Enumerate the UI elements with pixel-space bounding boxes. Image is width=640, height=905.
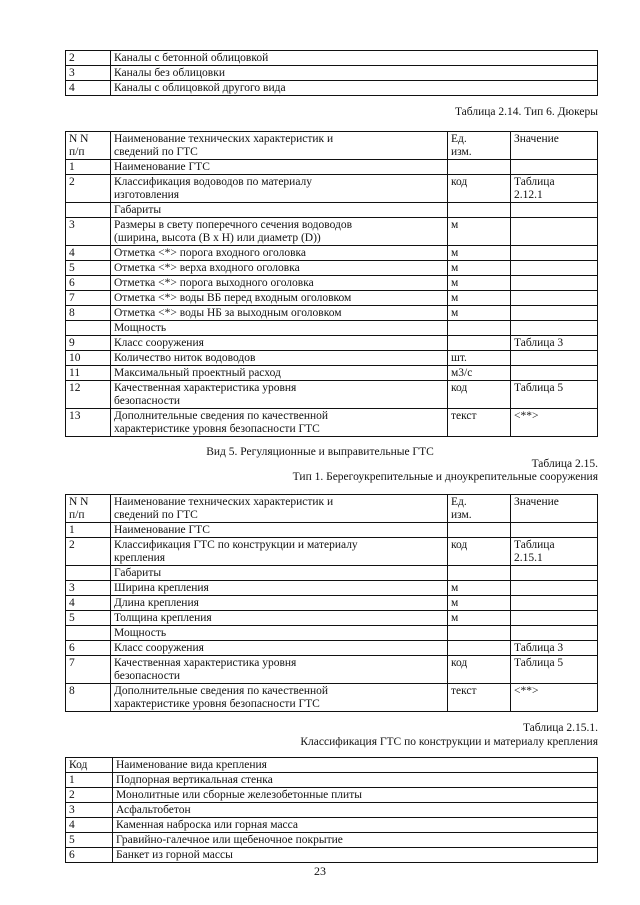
table-row bbox=[66, 203, 598, 218]
row-code-cell: 2 bbox=[66, 788, 113, 803]
table-row bbox=[66, 351, 598, 366]
row-value-cell: Таблица 2.15.1 bbox=[511, 538, 598, 566]
row-name-cell: Толщина крепления bbox=[111, 611, 448, 626]
row-name-cell: Дополнительные сведения по качественной характеристике уровня безопасности ГТС bbox=[111, 409, 448, 437]
caption-table-2-15-1: Таблица 2.15.1. bbox=[522, 722, 598, 734]
row-number-cell: 3 bbox=[66, 581, 111, 596]
table-row bbox=[66, 306, 598, 321]
row-unit-cell bbox=[448, 203, 511, 218]
row-value-cell: Таблица 5 bbox=[511, 656, 598, 684]
row-value-cell bbox=[511, 276, 598, 291]
table-row bbox=[66, 523, 598, 538]
row-number-cell: 6 bbox=[66, 276, 111, 291]
table-row bbox=[66, 818, 598, 833]
row-number-cell: 4 bbox=[66, 81, 111, 96]
row-code-cell: 1 bbox=[66, 773, 113, 788]
row-number-cell: 4 bbox=[66, 596, 111, 611]
table-row bbox=[66, 81, 598, 96]
row-unit-cell: текст bbox=[448, 409, 511, 437]
row-name-cell: Ширина крепления bbox=[111, 581, 448, 596]
row-name-cell: Классификация ГТС по конструкции и материалу крепления bbox=[111, 538, 448, 566]
row-unit-cell: м bbox=[448, 246, 511, 261]
row-unit-cell: текст bbox=[448, 684, 511, 712]
header-name-cell: Наименование вида крепления bbox=[113, 758, 598, 773]
row-value-cell bbox=[511, 366, 598, 381]
row-number-cell: 8 bbox=[66, 684, 111, 712]
row-value-cell: Таблица 5 bbox=[511, 381, 598, 409]
table-row bbox=[66, 596, 598, 611]
row-number-cell: 1 bbox=[66, 160, 111, 175]
row-number-cell bbox=[66, 566, 111, 581]
page-number: 23 bbox=[314, 864, 326, 878]
row-value-cell bbox=[511, 261, 598, 276]
row-value-cell bbox=[511, 581, 598, 596]
row-unit-cell bbox=[448, 523, 511, 538]
row-value-cell: <**> bbox=[511, 684, 598, 712]
row-name-cell: Наименование ГТС bbox=[111, 523, 448, 538]
row-name-cell: Количество ниток водоводов bbox=[111, 351, 448, 366]
table-2-15-bank-protection bbox=[65, 494, 598, 712]
table-row bbox=[66, 641, 598, 656]
caption-table-2-15: Таблица 2.15. bbox=[531, 458, 598, 470]
row-unit-cell: код bbox=[448, 381, 511, 409]
row-number-cell bbox=[66, 321, 111, 336]
row-number-cell: 11 bbox=[66, 366, 111, 381]
table-row bbox=[66, 538, 598, 566]
row-number-cell: 8 bbox=[66, 306, 111, 321]
row-number-cell: 2 bbox=[66, 175, 111, 203]
header-number-cell: N N п/п bbox=[66, 132, 111, 160]
row-value-cell bbox=[511, 566, 598, 581]
row-value-cell: Таблица 2.12.1 bbox=[511, 175, 598, 203]
table-row bbox=[66, 321, 598, 336]
row-name-cell: Гравийно-галечное или щебеночное покрытие bbox=[113, 833, 598, 848]
row-unit-cell: м bbox=[448, 218, 511, 246]
row-value-cell bbox=[511, 351, 598, 366]
row-unit-cell: м bbox=[448, 611, 511, 626]
row-name-cell: Подпорная вертикальная стенка bbox=[113, 773, 598, 788]
table-row bbox=[66, 611, 598, 626]
table-row bbox=[66, 848, 598, 863]
row-name-cell: Отметка <*> верха входного оголовка bbox=[111, 261, 448, 276]
row-name-cell: Отметка <*> порога входного оголовка bbox=[111, 246, 448, 261]
row-unit-cell bbox=[448, 160, 511, 175]
row-name-cell: Качественная характеристика уровня безопасности bbox=[111, 381, 448, 409]
table-row bbox=[66, 581, 598, 596]
row-value-cell bbox=[511, 291, 598, 306]
row-name-cell: Банкет из горной массы bbox=[113, 848, 598, 863]
row-name-cell: Качественная характеристика уровня безопасности bbox=[111, 656, 448, 684]
row-number-cell: 6 bbox=[66, 641, 111, 656]
row-name-cell: Каменная наброска или горная масса bbox=[113, 818, 598, 833]
row-unit-cell: м bbox=[448, 276, 511, 291]
row-name-cell: Длина крепления bbox=[111, 596, 448, 611]
row-unit-cell: м3/с bbox=[448, 366, 511, 381]
caption-table-2-14: Таблица 2.14. Тип 6. Дюкеры bbox=[454, 106, 598, 118]
row-number-cell: 13 bbox=[66, 409, 111, 437]
row-number-cell: 5 bbox=[66, 261, 111, 276]
row-number-cell: 2 bbox=[66, 538, 111, 566]
row-unit-cell: м bbox=[448, 596, 511, 611]
table-row bbox=[66, 684, 598, 712]
row-text-cell: Каналы с бетонной облицовкой bbox=[111, 51, 598, 66]
row-number-cell: 7 bbox=[66, 656, 111, 684]
row-code-cell: 6 bbox=[66, 848, 113, 863]
caption-table-2-15-type: Тип 1. Берегоукрепительные и дноукрепительные сооружения bbox=[292, 471, 598, 483]
row-unit-cell: шт. bbox=[448, 351, 511, 366]
table-row bbox=[66, 366, 598, 381]
row-name-cell: Наименование ГТС bbox=[111, 160, 448, 175]
table-row bbox=[66, 160, 598, 175]
row-number-cell bbox=[66, 203, 111, 218]
row-value-cell bbox=[511, 203, 598, 218]
row-name-cell: Габариты bbox=[111, 566, 448, 581]
table-row bbox=[66, 246, 598, 261]
table-row bbox=[66, 261, 598, 276]
row-name-cell: Мощность bbox=[111, 321, 448, 336]
row-unit-cell bbox=[448, 626, 511, 641]
row-code-cell: 3 bbox=[66, 803, 113, 818]
row-text-cell: Каналы без облицовки bbox=[111, 66, 598, 81]
header-value-cell: Значение bbox=[511, 132, 598, 160]
row-number-cell: 9 bbox=[66, 336, 111, 351]
row-value-cell bbox=[511, 596, 598, 611]
section-title-vid5: Вид 5. Регуляционные и выправительные ГТС bbox=[206, 446, 434, 458]
header-name-cell: Наименование технических характеристик и сведений по ГТС bbox=[111, 132, 448, 160]
header-unit-cell: Ед. изм. bbox=[448, 495, 511, 523]
row-name-cell: Отметка <*> воды НБ за выходным оголовком bbox=[111, 306, 448, 321]
row-unit-cell: код bbox=[448, 656, 511, 684]
table-row bbox=[66, 803, 598, 818]
row-unit-cell: м bbox=[448, 291, 511, 306]
row-name-cell: Класс сооружения bbox=[111, 641, 448, 656]
table-header-row bbox=[66, 758, 598, 773]
row-name-cell: Мощность bbox=[111, 626, 448, 641]
row-unit-cell: м bbox=[448, 306, 511, 321]
row-value-cell bbox=[511, 218, 598, 246]
row-number-cell: 12 bbox=[66, 381, 111, 409]
row-unit-cell: код bbox=[448, 175, 511, 203]
header-value-cell: Значение bbox=[511, 495, 598, 523]
row-name-cell: Дополнительные сведения по качественной характеристике уровня безопасности ГТС bbox=[111, 684, 448, 712]
table-row bbox=[66, 218, 598, 246]
table-row bbox=[66, 773, 598, 788]
row-name-cell: Отметка <*> порога выходного оголовка bbox=[111, 276, 448, 291]
table-row bbox=[66, 788, 598, 803]
row-unit-cell bbox=[448, 566, 511, 581]
row-value-cell bbox=[511, 306, 598, 321]
table-2-15-1-classification bbox=[65, 757, 598, 863]
table-row bbox=[66, 626, 598, 641]
row-number-cell: 1 bbox=[66, 523, 111, 538]
row-unit-cell bbox=[448, 641, 511, 656]
table-header-row bbox=[66, 495, 598, 523]
row-value-cell bbox=[511, 160, 598, 175]
row-name-cell: Классификация водоводов по материалу изготовления bbox=[111, 175, 448, 203]
row-number-cell: 2 bbox=[66, 51, 111, 66]
row-value-cell bbox=[511, 523, 598, 538]
caption-table-2-15-1-title: Классификация ГТС по конструкции и материалу крепления bbox=[300, 736, 598, 748]
row-number-cell bbox=[66, 626, 111, 641]
header-code-cell: Код bbox=[66, 758, 113, 773]
header-number-cell: N N п/п bbox=[66, 495, 111, 523]
header-unit-cell: Ед. изм. bbox=[448, 132, 511, 160]
row-text-cell: Каналы с облицовкой другого вида bbox=[111, 81, 598, 96]
row-number-cell: 3 bbox=[66, 218, 111, 246]
table-row bbox=[66, 291, 598, 306]
row-number-cell: 4 bbox=[66, 246, 111, 261]
table-row bbox=[66, 66, 598, 81]
table-canal-types bbox=[65, 50, 598, 96]
table-row bbox=[66, 175, 598, 203]
row-value-cell bbox=[511, 246, 598, 261]
table-row bbox=[66, 566, 598, 581]
table-row bbox=[66, 833, 598, 848]
table-header-row bbox=[66, 132, 598, 160]
row-value-cell bbox=[511, 611, 598, 626]
row-unit-cell bbox=[448, 321, 511, 336]
header-name-cell: Наименование технических характеристик и сведений по ГТС bbox=[111, 495, 448, 523]
row-name-cell: Класс сооружения bbox=[111, 336, 448, 351]
row-number-cell: 3 bbox=[66, 66, 111, 81]
row-code-cell: 5 bbox=[66, 833, 113, 848]
row-unit-cell: м bbox=[448, 581, 511, 596]
row-name-cell: Асфальтобетон bbox=[113, 803, 598, 818]
row-value-cell bbox=[511, 626, 598, 641]
row-number-cell: 7 bbox=[66, 291, 111, 306]
table-2-14-dukers bbox=[65, 131, 598, 437]
row-name-cell: Габариты bbox=[111, 203, 448, 218]
row-value-cell: <**> bbox=[511, 409, 598, 437]
table-row bbox=[66, 276, 598, 291]
row-value-cell bbox=[511, 321, 598, 336]
table-row bbox=[66, 409, 598, 437]
table-row bbox=[66, 381, 598, 409]
row-code-cell: 4 bbox=[66, 818, 113, 833]
row-name-cell: Максимальный проектный расход bbox=[111, 366, 448, 381]
row-number-cell: 10 bbox=[66, 351, 111, 366]
table-row bbox=[66, 51, 598, 66]
table-row bbox=[66, 336, 598, 351]
table-row bbox=[66, 656, 598, 684]
row-value-cell: Таблица 3 bbox=[511, 641, 598, 656]
row-unit-cell: м bbox=[448, 261, 511, 276]
row-name-cell: Отметка <*> воды ВБ перед входным оголовком bbox=[111, 291, 448, 306]
row-name-cell: Размеры в свету поперечного сечения водоводов (ширина, высота (В х Н) или диаметр (D)) bbox=[111, 218, 448, 246]
row-value-cell: Таблица 3 bbox=[511, 336, 598, 351]
row-unit-cell: код bbox=[448, 538, 511, 566]
row-name-cell: Монолитные или сборные железобетонные плиты bbox=[113, 788, 598, 803]
row-number-cell: 5 bbox=[66, 611, 111, 626]
row-unit-cell bbox=[448, 336, 511, 351]
